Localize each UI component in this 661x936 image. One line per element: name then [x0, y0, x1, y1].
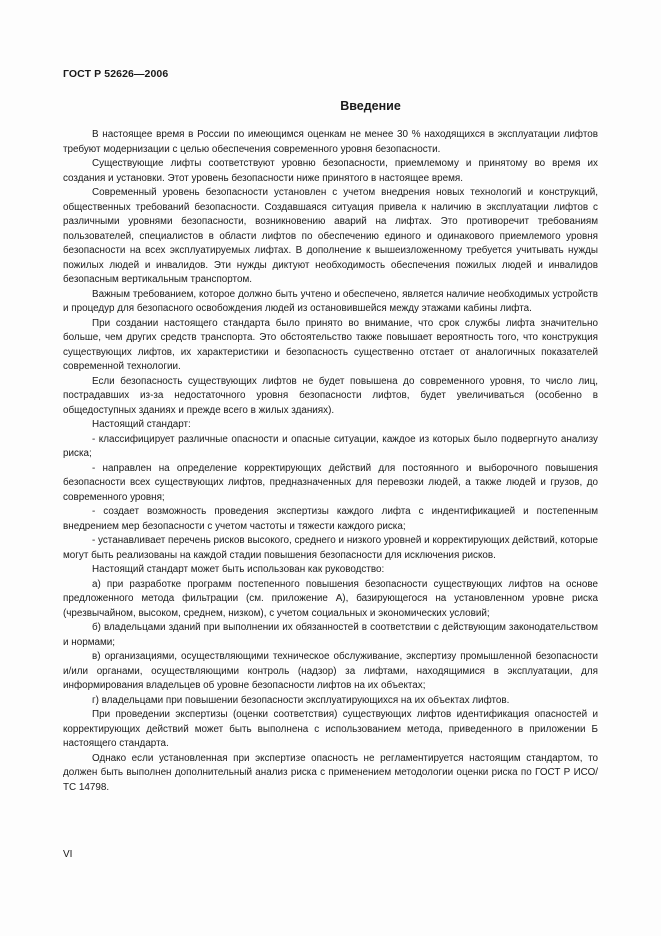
list-item: а) при разработке программ постепенного повышения безопасности существующих лифтов на основе предложенного метода фильтрации (см. приложение А), базирующегося на установленном уровне риска (чрезвычайном, высоком, среднем, низком), с учетом социальных и экономических условий; [63, 578, 598, 619]
section-title: Введение [340, 99, 401, 113]
paragraph: В настоящее время в России по имеющимся оценкам не менее 30 % находящихся в эксплуатации лифтов требуют модернизации с целью обеспечения современного уровня безопасности. [63, 129, 598, 155]
list-item: - создает возможность проведения экспертизы каждого лифта с индентификацией и постепенным внедрением мер безопасности с учетом частоты и тяжести каждого риска; [63, 506, 598, 532]
list-item: - классифицирует различные опасности и опасные ситуации, каждое из которых было подвергнуто анализу риска; [63, 433, 598, 459]
list-item: - устанавливает перечень рисков высокого, среднего и низкого уровней и корректирующих действий, которые могут быть реализованы на каждой стадии повышения безопасности для исключения рисков. [63, 535, 598, 561]
page-number: VI [63, 849, 73, 860]
list-item: г) владельцами при повышении безопасности эксплуатирующихся на их объектах лифтов. [92, 694, 510, 706]
paragraph: Существующие лифты соответствуют уровню безопасности, приемлемому и принятому во время их создания и установки. Этот уровень безопасности ниже принятого в настоящее время. [63, 158, 598, 184]
paragraph: Настоящий стандарт: [92, 419, 191, 430]
paragraph: При проведении экспертизы (оценки соответствия) существующих лифтов идентификация опасностей и корректирующих действий может быть выполнена с использованием метода, приведенного в приложении Б настоящего стандарта. [63, 709, 598, 749]
body-text [63, 128, 598, 795]
paragraph: Если безопасность существующих лифтов не будет повышена до современного уровня, то число лиц, пострадавших из-за недостаточного уровня безопасности лифтов, будет увеличиваться (особенно в общедоступных зданиях и прежде всего в жилых зданиях). [63, 375, 598, 416]
paragraph: Важным требованием, которое должно быть учтено и обеспечено, является наличие необходимых устройств и процедур для безопасного освобождения людей из остановившейся между этажами кабины лифта. [63, 288, 598, 314]
list-item: б) владельцами зданий при выполнении их обязанностей в соответствии с действующим законодательством и нормами; [63, 622, 598, 648]
document-header: ГОСТ Р 52626—2006 [63, 68, 169, 80]
paragraph: Современный уровень безопасности установлен с учетом внедрения новых технологий и конструкций, общественных требований безопасности. Создавшаяся ситуация привела к наличию в эксплуатации лифтов с различными уровнями безопасности, возникновению аварий на лифтах. Это противоречит требованиям пользователей, специалистов в области лифтов по обеспечению единого и одинакового приемлемого уровня безопасности на всех эксплуатируемых лифтах. В дополнение к вышеизложенному требуется учитывать нужды пожилых людей и инвалидов. Эти нужды диктуют необходимость обеспечения пожилых людей и инвалидов безопасным вертикальным транспортом. [63, 187, 598, 285]
paragraph: Настоящий стандарт может быть использован как руководство: [92, 564, 385, 575]
paragraph: При создании настоящего стандарта было принято во внимание, что срок службы лифта значительно больше, чем других средств транспорта. Это обстоятельство также повышает вероятность того, что конструкция существующих лифтов, их характеристики и безопасность существенно отстает от аналогичных показателей современной технологии. [63, 317, 598, 372]
list-item: в) организациями, осуществляющими техническое обслуживание, экспертизу промышленной безопасности и/или органами, осуществляющими контроль (надзор) за лифтами, находящимися в эксплуатации, для информирования владельцев об уровне безопасности лифтов на их объектах; [63, 651, 598, 691]
paragraph: Однако если установленная при экспертизе опасность не регламентируется настоящим стандартом, то должен быть выполнен дополнительный анализ риска с применением методологии оценки риска по ГОСТ Р ИСО/ТС 14798. [63, 752, 598, 793]
list-item: - направлен на определение корректирующих действий для постоянного и выборочного повышения безопасности всех существующих лифтов, предназначенных для перевозки людей, а также людей и грузов, до современного уровня; [63, 462, 598, 503]
